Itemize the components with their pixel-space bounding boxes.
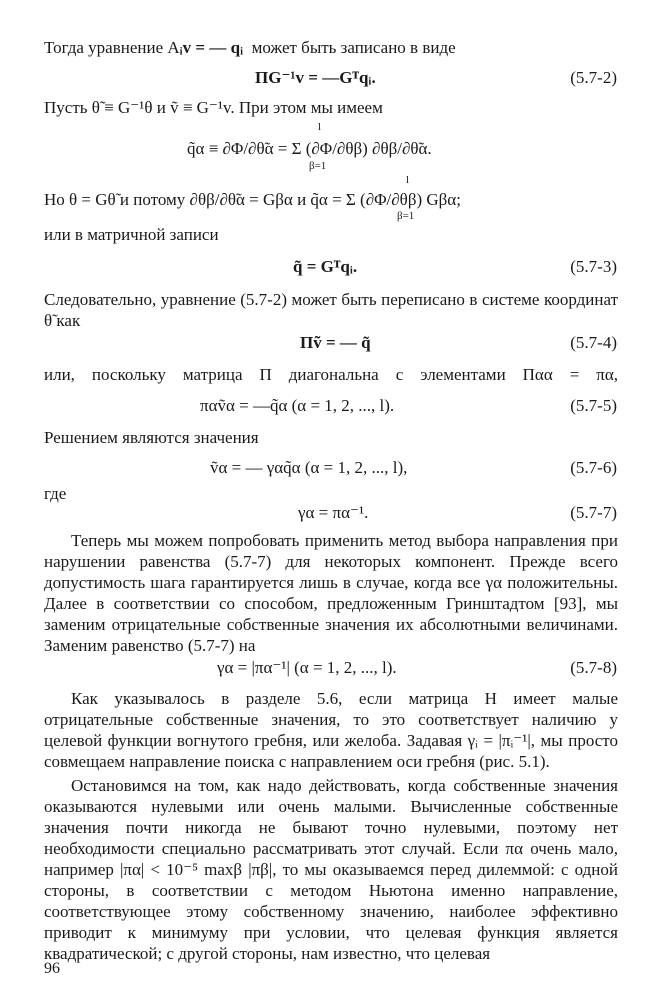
equation-5-7-8: γα = |πα⁻¹| (α = 1, 2, ..., l).	[217, 658, 397, 677]
equation-number-5-7-4: (5.7-4)	[570, 333, 617, 352]
page-number: 96	[44, 960, 60, 977]
text-line-let: Пусть θ̃ ≡ G⁻¹θ и ṽ ≡ G⁻¹v. При этом мы имеем	[44, 98, 383, 117]
intro-tail: может быть записано в виде	[251, 38, 456, 57]
paragraph-as-mentioned: Как указывалось в разделе 5.6, если матрица H имеет малые отрицательные собственные значения, то это соответствует наличию у целевой функции вогнутого гребня, или желоба. Задавая γᵢ = |πᵢ⁻¹|, мы просто совмещаем направление поиска с направлением оси гребня (рис. 5.1).	[44, 689, 618, 771]
sum-lower-limit-2: β=1	[397, 210, 415, 222]
equation-number-5-7-2: (5.7-2)	[570, 68, 617, 87]
equation-5-7-3: q̃ = Gᵀqᵢ.	[293, 257, 358, 276]
equation-q-definition: q̃α ≡ ∂Φ/∂θ̃α = Σ (∂Φ/∂θβ) ∂θβ/∂θ̃α.	[187, 139, 432, 158]
equation-number-5-7-3: (5.7-3)	[570, 257, 617, 276]
text-line-intro	[44, 37, 456, 58]
text-line-diagonal: или, поскольку матрица Π диагональна с элементами Παα = πα,	[44, 365, 618, 384]
text-line-but: Но θ = Gθ̃ и потому ∂θβ/∂θ̃α = Gβα и q̃α = Σ (∂Φ/∂θβ) Gβα;	[44, 190, 461, 209]
sum-lower-limit-1: β=1	[309, 160, 327, 172]
equation-5-7-4: Πṽ = — q̃	[300, 333, 371, 352]
equation-5-7-7: γα = πα⁻¹.	[298, 503, 369, 522]
intro-math: ᵢv = — qᵢ	[179, 38, 244, 57]
equation-number-5-7-6: (5.7-6)	[570, 458, 617, 477]
paragraph-stop: Остановимся на том, как надо действовать, когда собственные значения оказываются нулевыми или очень малыми. Вычисленные собственные значения почти никогда не бывают точно нулевыми, поэтому нет необходимости специально рассматривать этот случай. Если πα очень мало, например |πα| < 10⁻⁵ maxβ |πβ|, то мы оказываемся перед дилеммой: с одной стороны, в соответствии с методом Ньютона именно направление, соответствующее этому собственному значению, наиболее эффективно приводит к минимуму при условии, что целевая функция является квадратической; с другой стороны, нам известно, что целевая	[44, 776, 618, 963]
sum-upper-limit-2: l	[406, 174, 410, 186]
sum-upper-limit-1: l	[318, 121, 322, 133]
paragraph-now: Теперь мы можем попробовать применить метод выбора направления при нарушении равенства (5.7-7) для некоторых компонент. Прежде всего допустимость шага гарантируется лишь в случае, когда все γα положительны. Далее в соответствии со способом, предложенным Гринштадтом [93], мы заменим отрицательные собственные значения их абсолютными величинами. Заменим равенство (5.7-7) на	[44, 531, 618, 655]
equation-number-5-7-5: (5.7-5)	[570, 396, 617, 415]
equation-number-5-7-7: (5.7-7)	[570, 503, 617, 522]
equation-number-5-7-8: (5.7-8)	[570, 658, 617, 677]
equation-5-7-6: ṽα = — γαq̃α (α = 1, 2, ..., l),	[210, 458, 408, 477]
text-line-where: где	[44, 484, 67, 503]
text-line-matrix: или в матричной записи	[44, 225, 219, 244]
paragraph-consequently: Следовательно, уравнение (5.7-2) может быть переписано в системе координат θ̃ как	[44, 290, 618, 330]
equation-5-7-2: ΠG⁻¹v = —Gᵀqᵢ.	[255, 68, 376, 87]
equation-5-7-5: παṽα = —q̃α (α = 1, 2, ..., l).	[200, 396, 395, 415]
text-line-solutions: Решением являются значения	[44, 428, 259, 447]
intro-text: Тогда уравнение A	[44, 38, 180, 57]
